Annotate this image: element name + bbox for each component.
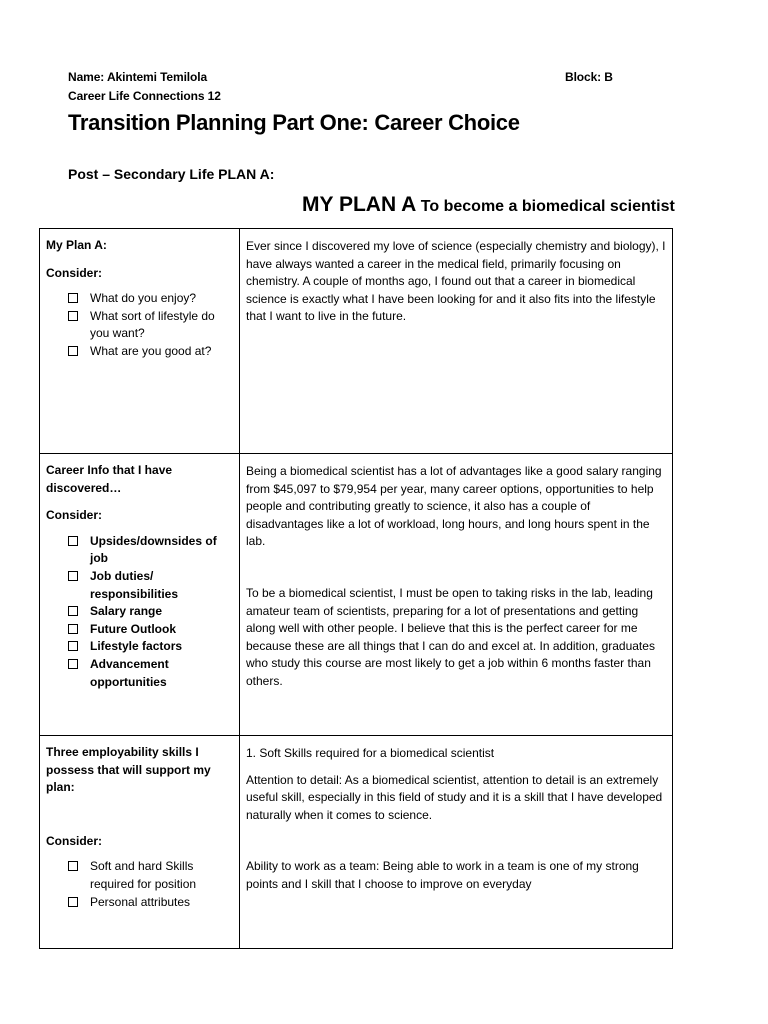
plan-table [39, 228, 673, 949]
checklist-item [68, 343, 233, 361]
checklist-item [68, 638, 233, 656]
checklist-item [68, 656, 233, 691]
checkbox-icon [68, 624, 78, 634]
checklist-item [68, 621, 233, 639]
checklist-item-text: Salary range [90, 604, 163, 619]
prompt-label: Three employability skills I possess that will support my plan: [46, 745, 211, 795]
response-cell-skills [240, 736, 673, 949]
checkbox-icon [68, 897, 78, 907]
checkbox-icon [68, 659, 78, 669]
checkbox-icon [68, 346, 78, 356]
prompt-cell-plan-a [40, 229, 240, 454]
checklist [46, 858, 233, 911]
consider-label: Consider: [46, 833, 103, 848]
checklist [46, 533, 233, 691]
response-cell-career-info [240, 454, 673, 736]
checklist-item [68, 894, 233, 912]
checkbox-icon [68, 571, 78, 581]
document-title: Transition Planning Part One: Career Choice [68, 110, 520, 135]
checklist-item [68, 308, 233, 343]
checklist-item [68, 568, 233, 603]
checklist-item [68, 858, 233, 893]
checklist-item-text: What are you good at? [90, 343, 212, 358]
prompt-label: My Plan A: [46, 238, 107, 252]
plan-heading [302, 193, 675, 217]
student-name: Name: Akintemi Temilola [68, 70, 208, 84]
checklist-item-text: Future Outlook [90, 621, 176, 636]
checklist-item [68, 533, 233, 568]
checkbox-icon [68, 293, 78, 303]
response-paragraph: Ever since I discovered my love of science (especially chemistry and biology), I have always wanted a career in the medical field, primarily focusing on chemistry. A couple of months ago, I found out that a career in biomedical science is exactly what I have been looking for and it also fits into the lifestyle that I want to live in the future. [246, 239, 666, 324]
checkbox-icon [68, 861, 78, 871]
checklist-item-text: Soft and hard Skills required for position [90, 859, 197, 891]
checkbox-icon [68, 641, 78, 651]
response-paragraph: Ability to work as a team: Being able to work in a team is one of my strong points and I skill that I choose to improve on everyday [246, 859, 639, 891]
checklist-item-text: Upsides/downsides of job [90, 533, 217, 566]
consider-label: Consider: [46, 508, 103, 523]
checklist-item-text: Lifestyle factors [90, 639, 183, 654]
table-row-plan-a [40, 229, 673, 454]
response-paragraph: Attention to detail: As a biomedical scientist, attention to detail is an extremely useful skill, especially in this field of study and it is a skill that I have developed naturally when it comes to science. [246, 772, 663, 822]
checklist-item-text: Personal attributes [90, 894, 191, 909]
checklist-item-text: What do you enjoy? [90, 291, 197, 306]
prompt-label: Career Info that I have discovered… [46, 463, 173, 495]
checklist-item [68, 290, 233, 308]
checkbox-icon [68, 606, 78, 616]
block-label: Block: B [565, 70, 613, 84]
response-cell-plan-a [240, 229, 673, 454]
prompt-cell-skills [40, 736, 240, 949]
prompt-cell-career-info [40, 454, 240, 736]
course-name: Career Life Connections 12 [68, 89, 221, 103]
checklist-item-text: Advancement opportunities [90, 656, 169, 689]
plan-heading-label: MY PLAN A [302, 193, 417, 216]
table-row-career-info [40, 454, 673, 736]
response-paragraph: To be a biomedical scientist, I must be open to taking risks in the lab, leading amateur team of scientists, preparing for a lot of presentations and getting along well with other people. I believe that this is the perfect career for me because these are all things that I can do and excel at. In addition, graduates who study this course are most likely to get a job within 6 months faster than others. [246, 585, 655, 688]
checkbox-icon [68, 536, 78, 546]
checklist-item-text: What sort of lifestyle do you want? [90, 308, 215, 341]
response-paragraph: Being a biomedical scientist has a lot of advantages like a good salary ranging from $45,097 to $79,954 per year, many career options, opportunities to help people and contributing greatly to science, it also has a couple of disadvantages like a lot of workload, long hours, and long hours spent in the lab. [246, 464, 662, 549]
checkbox-icon [68, 311, 78, 321]
checklist-item-text: Job duties/ responsibilities [90, 568, 179, 601]
consider-label: Consider: [46, 265, 103, 280]
checklist [46, 290, 233, 360]
plan-subtitle: Post – Secondary Life PLAN A: [68, 166, 275, 182]
plan-heading-goal: To become a biomedical scientist [420, 198, 675, 215]
response-paragraph: 1. Soft Skills required for a biomedical scientist [246, 746, 495, 760]
table-row-skills [40, 736, 673, 949]
checklist-item [68, 603, 233, 621]
